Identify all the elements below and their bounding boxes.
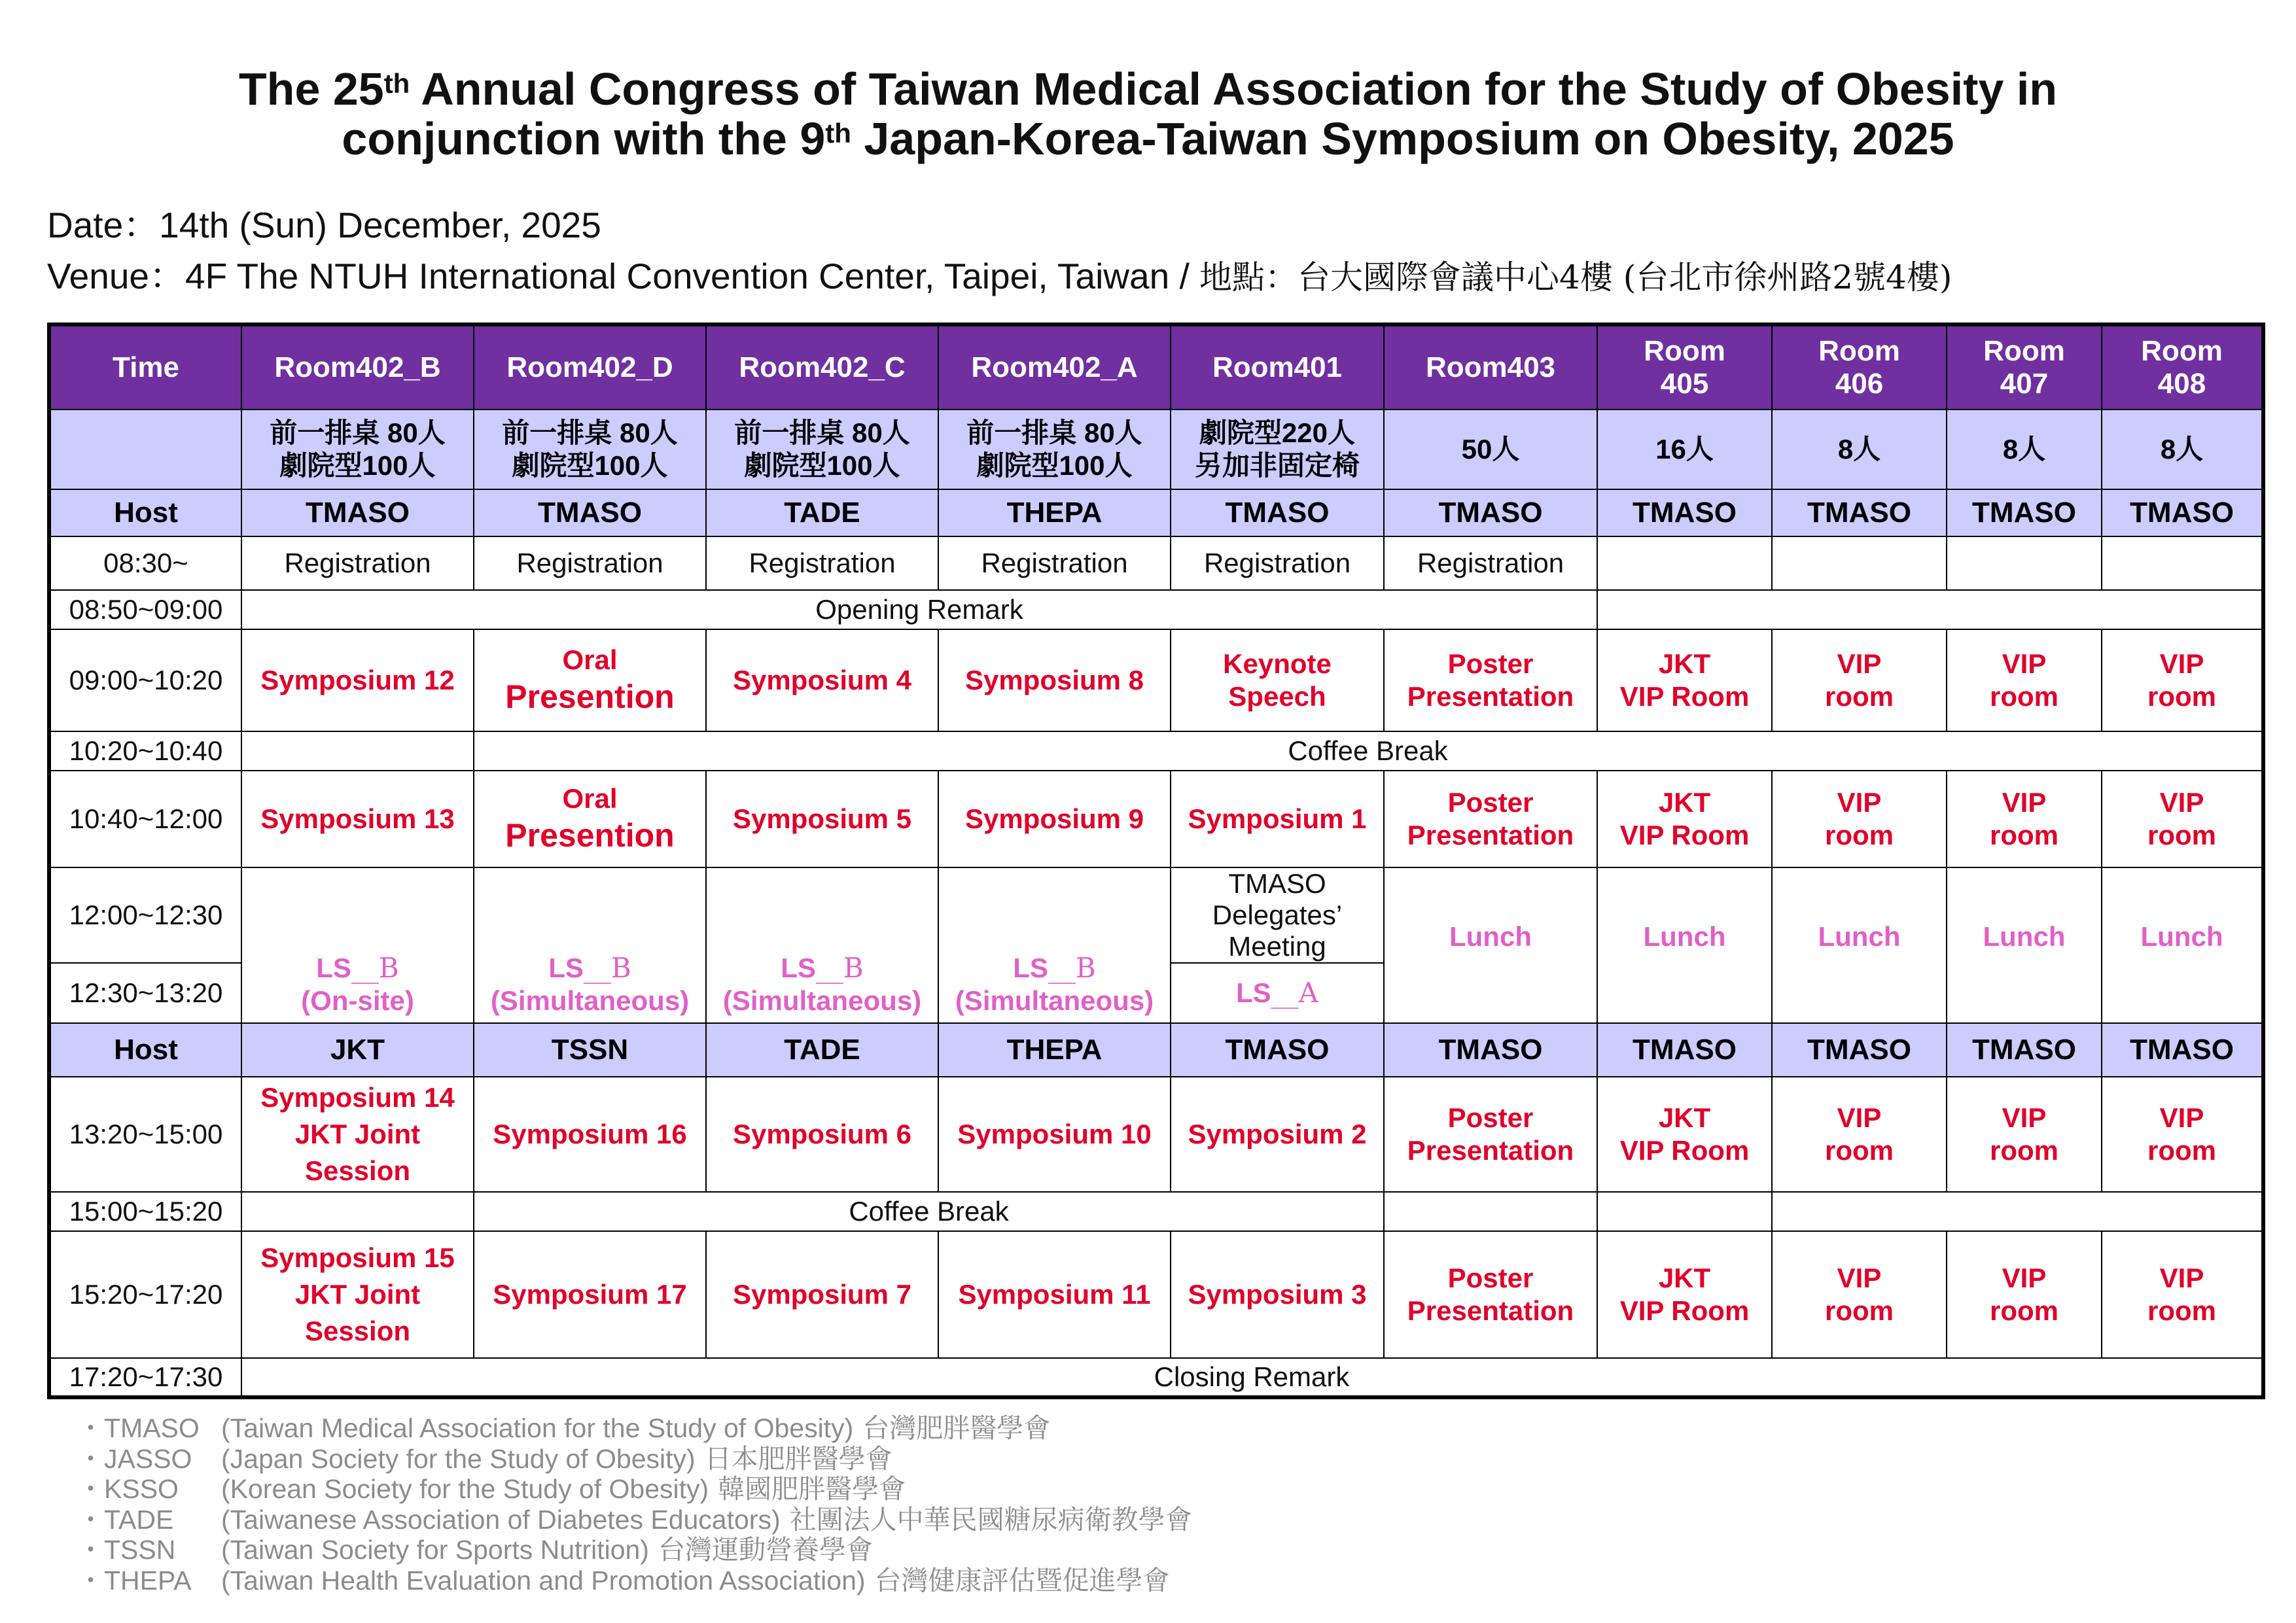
lunch-symposium-cell: LS__B (Simultaneous) xyxy=(938,867,1171,1023)
col-room402c: Room402_C xyxy=(706,324,938,410)
session-cell: Symposium 7 xyxy=(706,1231,938,1358)
empty-cell xyxy=(1772,1192,2263,1231)
time-cell: 15:00~15:20 xyxy=(49,1192,241,1231)
empty-cell xyxy=(1772,536,1947,590)
empty-cell xyxy=(2102,536,2263,590)
lunch-symposium-cell: LS__B (Simultaneous) xyxy=(474,867,706,1023)
session-cell: VIP room xyxy=(1772,629,1947,731)
session-1040-row xyxy=(49,771,2263,867)
session-cell: VIP room xyxy=(1947,629,2102,731)
header-row xyxy=(49,324,2263,410)
lunch-symposium-a-cell: LS__A xyxy=(1171,963,1384,1023)
session-cell: Symposium 8 xyxy=(938,629,1171,731)
empty-cell xyxy=(1384,1192,1597,1231)
host-room405: TMASO xyxy=(1597,1023,1772,1077)
legend-item: ・TSSN (Taiwan Society for Sports Nutrition) 台灣運動營養學會 xyxy=(77,1535,873,1565)
registration-cell: Registration xyxy=(1384,536,1597,590)
capacity-time xyxy=(49,410,241,489)
host-room402a: THEPA xyxy=(938,489,1171,536)
time-cell: 08:50~09:00 xyxy=(49,590,241,629)
session-cell: Symposium 16 xyxy=(474,1077,706,1192)
registration-cell: Registration xyxy=(706,536,938,590)
title-line-1: The 25th Annual Congress of Taiwan Medical Association for the Study of Obesity in xyxy=(238,63,2058,114)
session-cell: VIP room xyxy=(1947,1077,2102,1192)
col-room401: Room401 xyxy=(1171,324,1384,410)
capacity-room401: 劇院型220人 另加非固定椅 xyxy=(1171,410,1384,489)
legend-item: ・TMASO (Taiwan Medical Association for the Study of Obesity) 台灣肥胖醫學會 xyxy=(77,1413,1051,1443)
host-room402a: THEPA xyxy=(938,1023,1171,1077)
host-room402b: TMASO xyxy=(241,489,474,536)
registration-cell: Registration xyxy=(474,536,706,590)
host-room401: TMASO xyxy=(1171,489,1384,536)
session-cell: Symposium 6 xyxy=(706,1077,938,1192)
session-cell: VIP room xyxy=(1947,771,2102,867)
time-cell: 17:20~17:30 xyxy=(49,1358,241,1397)
event-venue: Venue：4F The NTUH International Convention Center, Taipei, Taiwan / 地點：台大國際會議中心4樓 (台北市徐州路2號4樓) xyxy=(47,256,1952,296)
host-row-am xyxy=(49,489,2263,536)
registration-cell: Registration xyxy=(938,536,1171,590)
col-time: Time xyxy=(49,324,241,410)
host-label: Host xyxy=(49,1023,241,1077)
session-cell: JKT VIP Room xyxy=(1597,1077,1772,1192)
coffee-break-row-1 xyxy=(49,731,2263,771)
empty-cell xyxy=(241,1192,474,1231)
session-cell: Symposium 12 xyxy=(241,629,474,731)
session-cell: JKT VIP Room xyxy=(1597,1231,1772,1358)
coffee-break-row-2 xyxy=(49,1192,2263,1231)
host-room406: TMASO xyxy=(1772,489,1947,536)
coffee-break: Coffee Break xyxy=(474,1192,1384,1231)
session-cell: Symposium 13 xyxy=(241,771,474,867)
host-room402d: TSSN xyxy=(474,1023,706,1077)
session-cell: Symposium 11 xyxy=(938,1231,1171,1358)
time-cell: 12:30~13:20 xyxy=(49,963,241,1023)
host-room401: TMASO xyxy=(1171,1023,1384,1077)
session-cell: Symposium 3 xyxy=(1171,1231,1384,1358)
registration-row xyxy=(49,536,2263,590)
empty-cell xyxy=(1947,536,2102,590)
host-room405: TMASO xyxy=(1597,489,1772,536)
session-cell: VIP room xyxy=(1772,1231,1947,1358)
session-cell: Symposium 1 xyxy=(1171,771,1384,867)
capacity-room405: 16人 xyxy=(1597,410,1772,489)
event-date: Date：14th (Sun) December, 2025 xyxy=(47,205,601,245)
session-cell: VIP room xyxy=(2102,771,2263,867)
capacity-room406: 8人 xyxy=(1772,410,1947,489)
session-cell: Poster Presentation xyxy=(1384,1231,1597,1358)
closing-row xyxy=(49,1358,2263,1397)
time-cell: 10:40~12:00 xyxy=(49,771,241,867)
time-cell: 12:00~12:30 xyxy=(49,867,241,963)
col-room402b: Room402_B xyxy=(241,324,474,410)
host-room402b: JKT xyxy=(241,1023,474,1077)
capacity-room407: 8人 xyxy=(1947,410,2102,489)
host-label: Host xyxy=(49,489,241,536)
col-room405: Room 405 xyxy=(1597,324,1772,410)
title-line-2: conjunction with the 9th Japan-Korea-Taiwan Symposium on Obesity, 2025 xyxy=(342,113,1954,164)
col-room407: Room 407 xyxy=(1947,324,2102,410)
session-cell: Symposium 4 xyxy=(706,629,938,731)
col-room408: Room 408 xyxy=(2102,324,2263,410)
lunch-cell: Lunch xyxy=(1597,867,1772,1023)
col-room402d: Room402_D xyxy=(474,324,706,410)
session-cell: Oral Presention xyxy=(474,771,706,867)
legend-item: ・JASSO (Japan Society for the Study of Obesity) 日本肥胖醫學會 xyxy=(77,1443,892,1474)
capacity-room402d: 前一排桌 80人 劇院型100人 xyxy=(474,410,706,489)
empty-cell xyxy=(1597,536,1772,590)
host-row-pm xyxy=(49,1023,2263,1077)
session-cell: VIP room xyxy=(1772,771,1947,867)
opening-row xyxy=(49,590,2263,629)
session-cell: Symposium 17 xyxy=(474,1231,706,1358)
session-1520-row xyxy=(49,1231,2263,1358)
lunch-symposium-cell: LS__B (Simultaneous) xyxy=(706,867,938,1023)
lunch-cell: Lunch xyxy=(1947,867,2102,1023)
capacity-room403: 50人 xyxy=(1384,410,1597,489)
schedule-table xyxy=(47,323,2265,1399)
host-room408: TMASO xyxy=(2102,489,2263,536)
time-cell: 09:00~10:20 xyxy=(49,629,241,731)
session-0900-row xyxy=(49,629,2263,731)
host-room402c: TADE xyxy=(706,489,938,536)
capacity-row xyxy=(49,410,2263,489)
empty-cell xyxy=(241,731,474,771)
session-cell: JKT VIP Room xyxy=(1597,771,1772,867)
lunch-cell: Lunch xyxy=(1384,867,1597,1023)
host-room402d: TMASO xyxy=(474,489,706,536)
host-room407: TMASO xyxy=(1947,1023,2102,1077)
session-cell: Symposium 15 JKT Joint Session xyxy=(241,1231,474,1358)
session-cell: Poster Presentation xyxy=(1384,771,1597,867)
closing-remark: Closing Remark xyxy=(241,1358,2263,1397)
registration-cell: Registration xyxy=(1171,536,1384,590)
session-cell: Symposium 14 JKT Joint Session xyxy=(241,1077,474,1192)
session-cell: Poster Presentation xyxy=(1384,1077,1597,1192)
host-room407: TMASO xyxy=(1947,489,2102,536)
empty-cell xyxy=(1597,590,2263,629)
col-room402a: Room402_A xyxy=(938,324,1171,410)
host-room403: TMASO xyxy=(1384,489,1597,536)
session-cell: VIP room xyxy=(2102,1231,2263,1358)
opening-remark: Opening Remark xyxy=(241,590,1597,629)
session-cell: Keynote Speech xyxy=(1171,629,1384,731)
time-cell: 13:20~15:00 xyxy=(49,1077,241,1192)
page-title xyxy=(0,64,2296,164)
capacity-room402c: 前一排桌 80人 劇院型100人 xyxy=(706,410,938,489)
organization-legend xyxy=(77,1413,1192,1596)
delegates-meeting-cell: TMASO Delegates’ Meeting xyxy=(1171,867,1384,963)
registration-cell: Registration xyxy=(241,536,474,590)
legend-item: ・TADE (Taiwanese Association of Diabetes Educators) 社團法人中華民國糖尿病衛教學會 xyxy=(77,1504,1192,1535)
session-cell: Symposium 2 xyxy=(1171,1077,1384,1192)
col-room406: Room 406 xyxy=(1772,324,1947,410)
session-1320-row xyxy=(49,1077,2263,1192)
lunch-row-1 xyxy=(49,867,2263,963)
lunch-symposium-cell: LS__B (On-site) xyxy=(241,867,474,1023)
session-cell: VIP room xyxy=(2102,629,2263,731)
host-room402c: TADE xyxy=(706,1023,938,1077)
coffee-break: Coffee Break xyxy=(474,731,2263,771)
empty-cell xyxy=(1597,1192,1772,1231)
lunch-cell: Lunch xyxy=(1772,867,1947,1023)
legend-item: ・THEPA (Taiwan Health Evaluation and Promotion Association) 台灣健康評估暨促進學會 xyxy=(77,1565,1170,1596)
host-room403: TMASO xyxy=(1384,1023,1597,1077)
capacity-room408: 8人 xyxy=(2102,410,2263,489)
session-cell: Oral Presention xyxy=(474,629,706,731)
session-cell: Symposium 10 xyxy=(938,1077,1171,1192)
host-room408: TMASO xyxy=(2102,1023,2263,1077)
time-cell: 15:20~17:20 xyxy=(49,1231,241,1358)
session-cell: VIP room xyxy=(2102,1077,2263,1192)
session-cell: VIP room xyxy=(1772,1077,1947,1192)
host-room406: TMASO xyxy=(1772,1023,1947,1077)
legend-item: ・KSSO (Korean Society for the Study of Obesity) 韓國肥胖醫學會 xyxy=(77,1474,906,1504)
session-cell: Poster Presentation xyxy=(1384,629,1597,731)
capacity-room402b: 前一排桌 80人 劇院型100人 xyxy=(241,410,474,489)
session-cell: VIP room xyxy=(1947,1231,2102,1358)
session-cell: Symposium 9 xyxy=(938,771,1171,867)
lunch-cell: Lunch xyxy=(2102,867,2263,1023)
col-room403: Room403 xyxy=(1384,324,1597,410)
time-cell: 10:20~10:40 xyxy=(49,731,241,771)
time-cell: 08:30~ xyxy=(49,536,241,590)
capacity-room402a: 前一排桌 80人 劇院型100人 xyxy=(938,410,1171,489)
session-cell: Symposium 5 xyxy=(706,771,938,867)
session-cell: JKT VIP Room xyxy=(1597,629,1772,731)
